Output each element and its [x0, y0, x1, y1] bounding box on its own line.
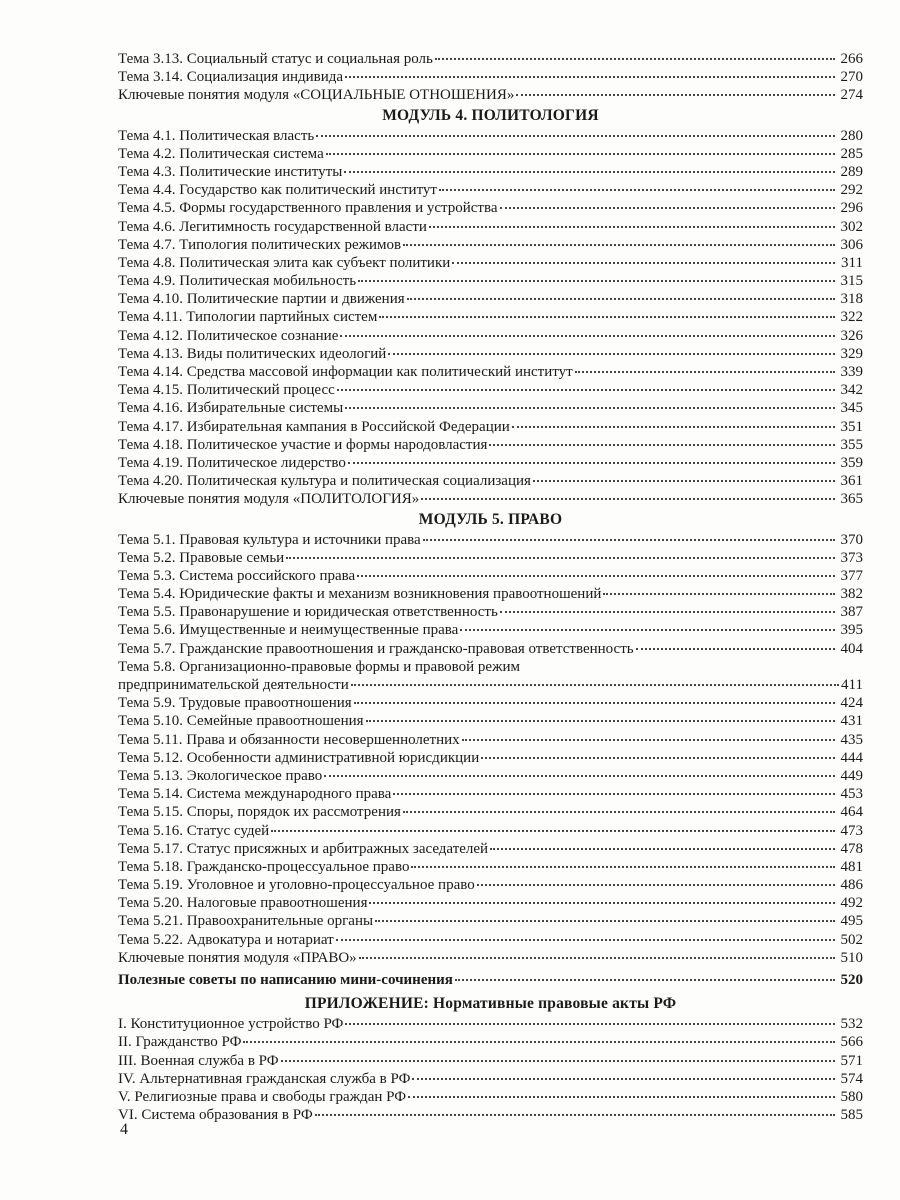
dot-leader: [336, 938, 835, 941]
toc-entry: [118, 840, 863, 858]
toc-entry-page: 359: [840, 454, 863, 471]
page-number: 4: [120, 1121, 128, 1138]
toc-entry-title-line2: предпринимательской деятельности: [118, 677, 349, 694]
toc-entry: [118, 912, 863, 930]
dot-leader: [412, 1077, 835, 1080]
toc-entry-page: 292: [840, 182, 863, 199]
toc-entry: [118, 418, 863, 436]
toc-entry: [118, 1088, 863, 1106]
toc-entry-title: Тема 4.11. Типологии партийных систем: [118, 309, 378, 326]
toc-entry-title: Тема 5.9. Трудовые правоотношения: [118, 695, 352, 712]
dot-leader: [345, 406, 835, 409]
toc-entry-page: 285: [840, 145, 863, 162]
toc-entry-title: Тема 4.20. Политическая культура и политическая социализация: [118, 473, 531, 490]
toc-entry-title: I. Конституционное устройство РФ: [118, 1016, 344, 1033]
toc-entry: [118, 436, 863, 454]
toc-entry-page: 306: [840, 236, 863, 253]
toc-entry: [118, 567, 863, 585]
toc-entry-page: 449: [840, 767, 863, 784]
appendix-section: [118, 1015, 863, 1124]
toc-entry-page: 280: [840, 127, 863, 144]
toc-entry-page: 318: [840, 291, 863, 308]
toc-entry-title: Тема 5.2. Правовые семьи: [118, 549, 285, 566]
toc-entry-page: 322: [840, 309, 863, 326]
toc-entry-page: 361: [840, 473, 863, 490]
dot-leader: [379, 315, 835, 318]
dot-leader: [423, 538, 835, 541]
toc-entry-title: Ключевые понятия модуля «ПРАВО»: [118, 949, 357, 966]
toc-entry-page: 464: [840, 804, 863, 821]
toc-entry: [118, 803, 863, 821]
table-of-contents: [118, 50, 863, 1124]
toc-entry-page: 492: [840, 895, 863, 912]
toc-entry: [118, 949, 863, 967]
toc-entry-page: 302: [840, 218, 863, 235]
toc-entry: [118, 785, 863, 803]
toc-entry-title: II. Гражданство РФ: [118, 1034, 242, 1051]
dot-leader: [348, 461, 835, 464]
dot-leader: [315, 1113, 835, 1116]
pre-entries-section: [118, 50, 863, 105]
toc-entry: [118, 490, 863, 508]
toc-entry-title: Тема 5.19. Уголовное и уголовно-процессуальное право: [118, 877, 475, 894]
toc-entry-title: Тема 5.10. Семейные правоотношения: [118, 713, 364, 730]
toc-entry-page: 274: [840, 87, 863, 104]
toc-entry-title: Тема 4.12. Политическое сознание: [118, 327, 339, 344]
toc-entry-page: 478: [840, 840, 863, 857]
toc-entry-page: 296: [840, 200, 863, 217]
toc-entry-page: 520: [840, 972, 863, 989]
toc-entry-title: Тема 5.18. Гражданско-процессуальное право: [118, 858, 410, 875]
toc-entry-page: 387: [840, 604, 863, 621]
toc-entry-title: Тема 4.5. Формы государственного правления и устройства: [118, 200, 498, 217]
toc-entry-title: Тема 4.6. Легитимность государственной власти: [118, 218, 427, 235]
toc-entry-page: 395: [840, 622, 863, 639]
dot-leader: [354, 701, 835, 704]
dot-leader: [490, 847, 835, 850]
toc-entry: [118, 694, 863, 712]
toc-entry-page: 580: [840, 1088, 863, 1105]
toc-entry-title: Тема 4.1. Политическая власть: [118, 127, 315, 144]
toc-entry-page: 411: [841, 677, 863, 694]
toc-entry: [118, 731, 863, 749]
toc-entry: [118, 181, 863, 199]
module-5-section-a: [118, 531, 863, 658]
dot-leader: [403, 243, 835, 246]
toc-entry: [118, 127, 863, 145]
toc-entry: [118, 1033, 863, 1051]
dot-leader: [403, 810, 835, 813]
dot-leader: [393, 792, 835, 795]
appendix-heading: ПРИЛОЖЕНИЕ: Нормативные правовые акты РФ: [304, 995, 677, 1013]
toc-entry-title: Тема 5.16. Статус судей: [118, 822, 270, 839]
dot-leader: [603, 592, 835, 595]
dot-leader: [462, 738, 835, 741]
dot-leader: [489, 443, 835, 446]
toc-entry-title: Тема 5.21. Правоохранительные органы: [118, 913, 374, 930]
dot-leader: [337, 388, 835, 391]
toc-entry-title: VI. Система образования в РФ: [118, 1107, 313, 1124]
toc-entry-page: 510: [840, 949, 863, 966]
dot-leader: [324, 774, 835, 777]
toc-entry: [118, 254, 863, 272]
toc-entry: [118, 199, 863, 217]
toc-entry-title: Тема 4.13. Виды политических идеологий: [118, 345, 387, 362]
toc-entry-title: III. Военная служба в РФ: [118, 1052, 279, 1069]
toc-entry-page: 315: [840, 273, 863, 290]
toc-entry-title: Тема 4.16. Избирательные системы: [118, 400, 344, 417]
toc-entry-page: 289: [840, 163, 863, 180]
toc-entry: [118, 531, 863, 549]
toc-entry: [118, 603, 863, 621]
dot-leader: [344, 170, 835, 173]
dot-leader: [533, 479, 835, 482]
dot-leader: [271, 829, 835, 832]
toc-entry-page: 270: [840, 69, 863, 86]
dot-leader: [477, 883, 835, 886]
toc-entry: [118, 86, 863, 104]
toc-entry: [118, 472, 863, 490]
toc-entry: [118, 1106, 863, 1124]
dot-leader: [460, 628, 835, 631]
toc-entry-page: 473: [840, 822, 863, 839]
dot-leader: [636, 647, 835, 650]
toc-entry: [118, 712, 863, 730]
toc-entry-page: 532: [840, 1016, 863, 1033]
toc-entry-page: 329: [840, 345, 863, 362]
toc-entry-title: Тема 4.4. Государство как политический институт: [118, 182, 437, 199]
toc-entry-page: 342: [840, 382, 863, 399]
dot-leader: [407, 297, 835, 300]
toc-entry-page: 355: [840, 436, 863, 453]
toc-entry-title: Тема 4.3. Политические институты: [118, 163, 343, 180]
toc-entry-title: Тема 5.3. Система российского права: [118, 567, 356, 584]
toc-entry-title: Тема 4.18. Политическое участие и формы народовластия: [118, 436, 488, 453]
dot-leader: [408, 1095, 835, 1098]
toc-entry-wrapped: [118, 658, 863, 694]
toc-entry-title: Тема 5.11. Права и обязанности несовершеннолетних: [118, 731, 460, 748]
toc-entry-title: Тема 4.17. Избирательная кампания в Российской Федерации: [118, 418, 510, 435]
toc-entry: [118, 1070, 863, 1088]
toc-entry-title: Тема 5.14. Система международного права: [118, 786, 392, 803]
module-5-section-b: [118, 694, 863, 967]
toc-entry-page: 585: [840, 1107, 863, 1124]
toc-entry-title: Тема 4.9. Политическая мобильность: [118, 273, 357, 290]
module-4-section: [118, 127, 863, 509]
toc-entry-title: Тема 5.22. Адвокатура и нотариат: [118, 931, 334, 948]
toc-entry: [118, 290, 863, 308]
dot-leader: [512, 425, 835, 428]
dot-leader: [243, 1040, 835, 1043]
toc-entry: [118, 749, 863, 767]
dot-leader: [358, 279, 835, 282]
toc-entry-title: Ключевые понятия модуля «ПОЛИТОЛОГИЯ»: [118, 491, 420, 508]
toc-entry-title: Тема 4.19. Политическое лидерство: [118, 454, 346, 471]
toc-entry-title: Тема 3.14. Социализация индивида: [118, 69, 344, 86]
dot-leader: [369, 901, 835, 904]
toc-entry: [118, 50, 863, 68]
toc-entry: [118, 163, 863, 181]
toc-entry-title: Тема 5.13. Экологическое право: [118, 767, 323, 784]
module-4-heading: МОДУЛЬ 4. ПОЛИТОЛОГИЯ: [382, 106, 599, 124]
toc-entry-title: Тема 5.7. Гражданские правоотношения и гражданско-правовая ответственность: [118, 640, 634, 657]
toc-entry-page: 404: [840, 640, 863, 657]
toc-entry: [118, 363, 863, 381]
toc-entry: [118, 308, 863, 326]
dot-leader: [388, 352, 835, 355]
toc-entry-page: 370: [840, 531, 863, 548]
dot-leader: [500, 206, 835, 209]
toc-entry-page: 495: [840, 913, 863, 930]
toc-entry: [118, 218, 863, 236]
dot-leader: [340, 334, 835, 337]
toc-entry-title: Тема 5.17. Статус присяжных и арбитражных заседателей: [118, 840, 489, 857]
toc-entry-page: 453: [840, 786, 863, 803]
toc-entry: [118, 931, 863, 949]
toc-entry: [118, 767, 863, 785]
toc-entry-page: 424: [840, 695, 863, 712]
toc-entry-page: 382: [840, 586, 863, 603]
toc-entry-page: 345: [840, 400, 863, 417]
toc-entry-title: Тема 4.15. Политический процесс: [118, 382, 335, 399]
toc-entry: [118, 894, 863, 912]
toc-entry-title: Тема 5.6. Имущественные и неимущественные права: [118, 622, 459, 639]
toc-entry-title: Тема 5.12. Особенности административной юрисдикции: [118, 749, 480, 766]
dot-leader: [500, 610, 835, 613]
dot-leader: [575, 370, 835, 373]
dot-leader: [411, 865, 835, 868]
dot-leader: [316, 134, 835, 137]
toc-entry-page: 326: [840, 327, 863, 344]
toc-entry: [118, 876, 863, 894]
toc-entry-advice: [118, 971, 863, 989]
toc-entry: [118, 858, 863, 876]
dot-leader: [421, 497, 835, 500]
toc-entry-title: Тема 4.14. Средства массовой информации как политический институт: [118, 364, 573, 380]
toc-entry: [118, 381, 863, 399]
toc-entry-page: 486: [840, 877, 863, 894]
dot-leader: [345, 75, 835, 78]
toc-entry: [118, 640, 863, 658]
toc-entry-page: 481: [840, 858, 863, 875]
toc-entry-title: V. Религиозные права и свободы граждан РФ: [118, 1088, 407, 1105]
toc-entry-title: Ключевые понятия модуля «СОЦИАЛЬНЫЕ ОТНОШЕНИЯ»: [118, 87, 515, 104]
dot-leader: [366, 719, 835, 722]
toc-entry: [118, 145, 863, 163]
toc-entry-title: Тема 5.4. Юридические факты и механизм возникновения правоотношений: [118, 586, 602, 603]
toc-entry: [118, 236, 863, 254]
dot-leader: [345, 1022, 835, 1025]
toc-entry: [118, 1015, 863, 1033]
toc-entry: [118, 272, 863, 290]
toc-entry-title: Тема 4.7. Типология политических режимов: [118, 236, 402, 253]
toc-entry-page: 365: [840, 491, 863, 508]
dot-leader: [435, 57, 835, 60]
toc-entry-title: Тема 5.5. Правонарушение и юридическая ответственность: [118, 604, 498, 621]
toc-entry: [118, 327, 863, 345]
dot-leader: [357, 574, 835, 577]
toc-entry: [118, 399, 863, 417]
toc-entry-title: Тема 5.1. Правовая культура и источники права: [118, 531, 421, 548]
toc-entry: [118, 454, 863, 472]
toc-entry-page: 502: [840, 931, 863, 948]
toc-entry-page: 377: [840, 567, 863, 584]
toc-entry-page: 571: [840, 1052, 863, 1069]
toc-entry-page: 311: [841, 254, 863, 271]
toc-entry-title-line1: Тема 5.8. Организационно-правовые формы и правовой режим: [118, 658, 520, 675]
toc-entry: [118, 585, 863, 603]
toc-entry-page: 435: [840, 731, 863, 748]
dot-leader: [326, 152, 835, 155]
dot-leader: [439, 188, 835, 191]
toc-entry-page: 339: [840, 364, 863, 380]
toc-entry-page: 566: [840, 1034, 863, 1051]
dot-leader: [516, 93, 835, 96]
toc-entry-page: 351: [840, 418, 863, 435]
toc-entry: [118, 345, 863, 363]
toc-entry: [118, 621, 863, 639]
toc-entry-title: Тема 4.10. Политические партии и движения: [118, 291, 405, 308]
toc-entry-page: 266: [840, 51, 863, 67]
toc-entry-title: Полезные советы по написанию мини-сочинения: [118, 972, 453, 989]
toc-entry-title: IV. Альтернативная гражданская служба в РФ: [118, 1070, 411, 1087]
toc-entry: [118, 68, 863, 86]
toc-entry-page: 373: [840, 549, 863, 566]
dot-leader: [351, 683, 839, 686]
dot-leader: [481, 756, 835, 759]
toc-entry-title: Тема 4.2. Политическая система: [118, 145, 324, 162]
toc-entry-title: Тема 5.15. Споры, порядок их рассмотрения: [118, 804, 401, 821]
dot-leader: [429, 225, 835, 228]
dot-leader: [375, 919, 835, 922]
toc-entry-title: Тема 5.20. Налоговые правоотношения: [118, 895, 368, 912]
toc-entry-title: Тема 4.8. Политическая элита как субъект политики: [118, 254, 451, 271]
toc-entry-page: 574: [840, 1070, 863, 1087]
dot-leader: [452, 261, 835, 264]
dot-leader: [359, 956, 835, 959]
module-5-heading: МОДУЛЬ 5. ПРАВО: [418, 510, 563, 528]
toc-entry-page: 431: [840, 713, 863, 730]
toc-entry: [118, 822, 863, 840]
dot-leader: [455, 978, 835, 981]
dot-leader: [286, 556, 835, 559]
toc-entry-page: 444: [840, 749, 863, 766]
toc-entry-title: Тема 3.13. Социальный статус и социальная роль: [118, 51, 433, 67]
dot-leader: [281, 1059, 835, 1062]
toc-entry: [118, 549, 863, 567]
toc-entry: [118, 1052, 863, 1070]
